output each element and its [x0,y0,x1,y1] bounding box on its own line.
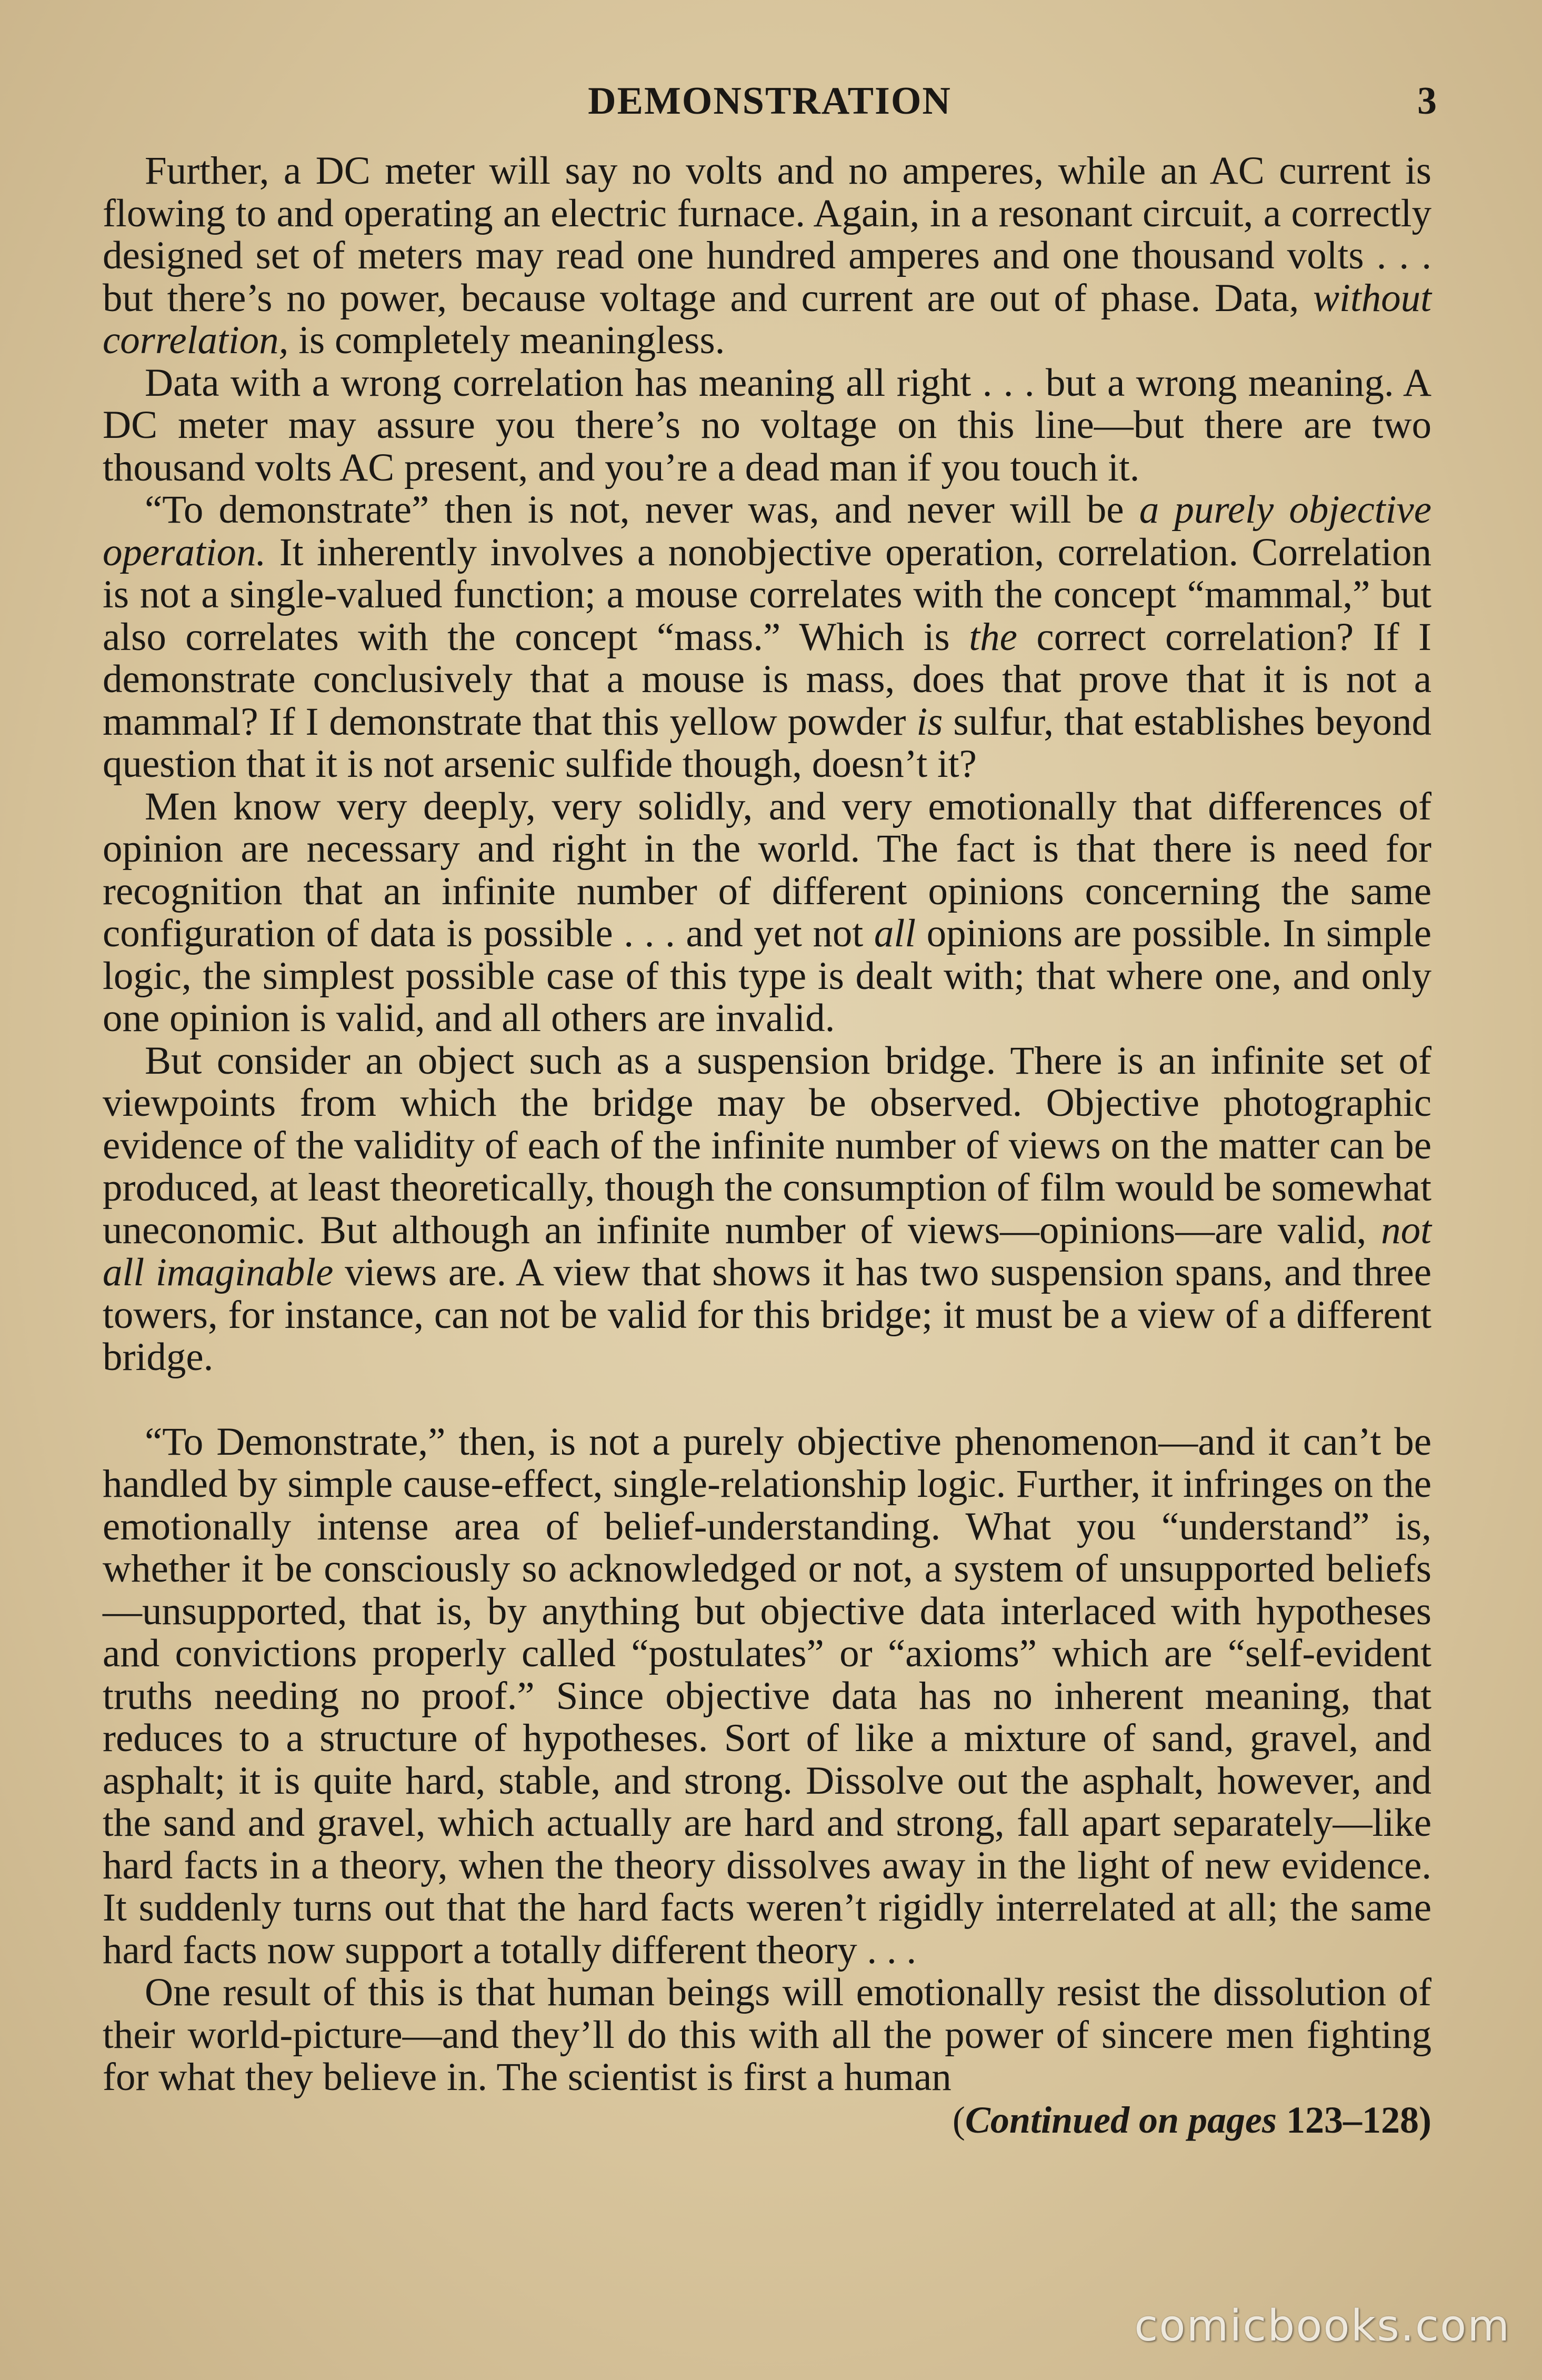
paragraph [103,150,1431,362]
text-run: Data with a wrong correlation has meaning all right . . . but a wrong meaning. A DC meter may assure you there’s no voltage on this line—but there are two thousand volts AC present, and you’re a dead man if you touch it. [103,361,1431,489]
italic-phrase: is [916,699,943,744]
text-run: But consider an object such as a suspension bridge. There is an infinite set of viewpoints from which the bridge may be observed. Objective photographic evidence of the validity of each of the infinite number of views on the matter can be produced, at least theoretically, though the consumption of film would be somewhat uneconomic. But although an infinite number of views—opinions—are valid, [103,1038,1431,1252]
running-head: DEMONSTRATION [588,79,952,123]
italic-phrase: not all imaginable [103,1208,1431,1294]
text-run: One result of this is that human beings will emotionally resist the dissolution of their world-picture—and they’ll do this with all the power of sincere men fighting for what they believe in. The scientist is first a human [103,1971,1431,2099]
text-run: It inherently involves a nonobjective operation, correlation. Correlation is not a single-valued function; a mouse correlates with the concept “mammal,” but also correlates with the concept “mass.” Which is [103,530,1431,659]
page-header [103,79,1437,137]
italic-phrase: all [874,912,916,955]
paragraph [103,786,1431,1040]
text-run: opinions are possible. In simple logic, the simplest possible case of this type is dealt with; that where one, and only one opinion is valid, and all others are invalid. [103,912,1431,1040]
text-run: “To Demonstrate,” then, is not a purely objective phenomenon—and it can’t be handled by simple cause-effect, single-relationship logic. Further, it infringes on the emotionally intense area of belief-understanding. What you “understand” is, whether it be consciously so acknowledged or not, a system of unsupported beliefs—unsupported, that is, by anything but objective data interlaced with hypotheses and convictions properly called “postulates” or “axioms” which are “self-evident truths needing no proof.” Since objective data has no inherent meaning, that reduces to a structure of hypotheses. Sort of like a mixture of sand, gravel, and asphalt; it is quite hard, stable, and strong. Dissolve out the asphalt, however, and the sand and gravel, which actually are hard and strong, fall apart separately—like hard facts in a theory, when the theory dissolves away in the light of new evidence. It suddenly turns out that the hard facts weren’t rigidly interrelated at all; the same hard facts now support a totally different theory . . . [103,1419,1431,1972]
page-number: 3 [1417,79,1437,123]
paragraph [103,362,1431,489]
paragraph [103,1040,1431,1379]
italic-phrase: the [969,615,1017,659]
paragraph [103,1421,1431,1972]
text-run: Men know very deeply, very solidly, and very emotionally that differences of opinion are necessary and right in the world. The fact is that there is need for recognition that an infinite number of different opinions concerning the same configuration of data is possible . . . and yet not [103,784,1431,955]
continued-pages: 123–128) [1286,2098,1431,2141]
continued-label: Continued on pages [965,2098,1277,2141]
watermark-logo: comicbooks.com [1134,2301,1510,2351]
paragraph [103,489,1431,786]
text-run: Further, a DC meter will say no volts and no amperes, while an AC current is flowing to and operating an electric furnace. Again, in a resonant circuit, a correctly designed set of meters may read one hundred amperes and one thousand volts . . . but there’s no power, because voltage and current are out of phase. Data, [103,149,1431,320]
text-run: sulfur, that establishes beyond question that it is not arsenic sulfide though, doesn’t it? [103,699,1431,786]
paragraph [103,1972,1431,2099]
continued-prefix: ( [952,2098,965,2141]
text-run: is completely meaningless. [288,318,725,362]
body-text [103,150,1431,2141]
text-run: correct correlation? If I demonstrate conclusively that a mouse is mass, does that prove that it is not a mammal? If I demonstrate that this yellow powder [103,615,1432,744]
text-run: views are. A view that shows it has two suspension spans, and three towers, for instance, can not be valid for this bridge; it must be a view of a different bridge. [103,1251,1431,1379]
italic-phrase: a purely objective operation. [103,488,1431,574]
text-run: “To demonstrate” then is not, never was, and never will be [145,488,1139,532]
continued-note [103,2099,1431,2141]
italic-phrase: without correlation, [103,276,1431,362]
paragraph-list [103,150,1431,2099]
